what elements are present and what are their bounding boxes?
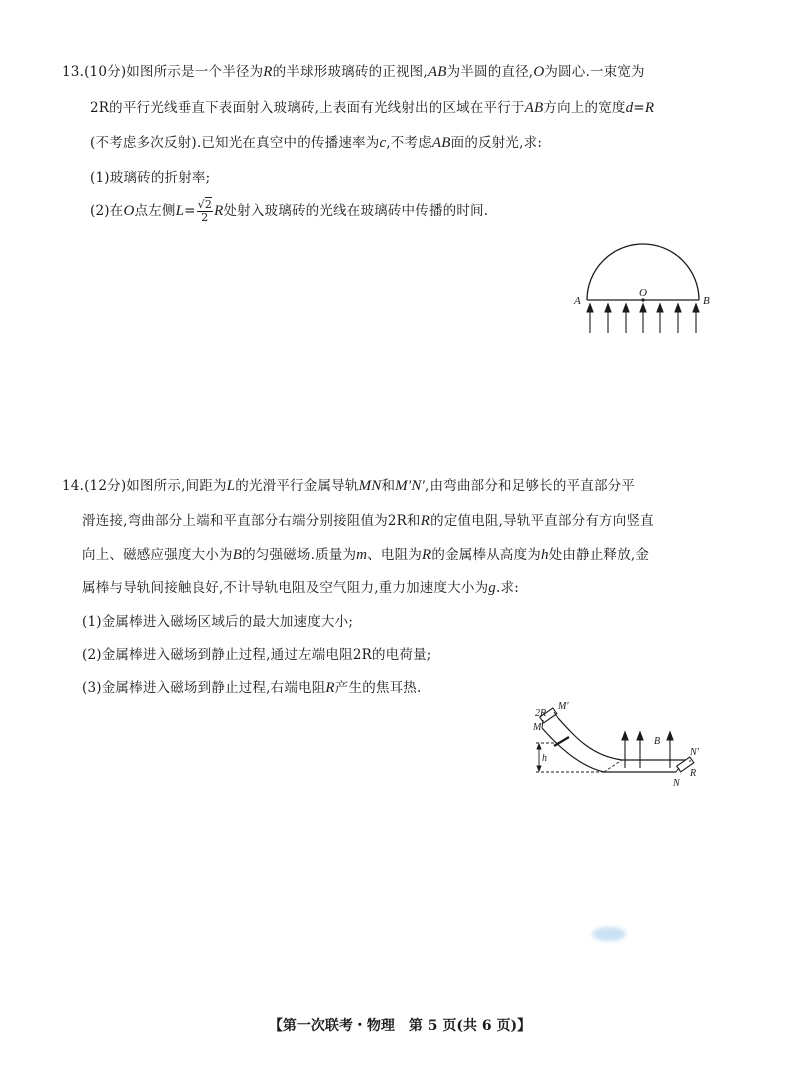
var-O: O: [123, 203, 135, 219]
q14-text: 的定值电阻,导轨平直部分有方向竖直: [430, 513, 654, 529]
q14-line-3: [82, 543, 649, 564]
q13-text: 方向上的宽度: [543, 100, 626, 116]
q14-text: 的光滑平行金属导轨: [235, 478, 359, 494]
fraction-numerator: 2: [204, 198, 213, 211]
label-h: h: [542, 753, 547, 764]
var-AB: AB: [431, 135, 451, 151]
label-N: N: [673, 778, 680, 789]
fraction-sqrt2-over-2: [197, 199, 213, 224]
label-A: A: [574, 295, 581, 307]
label-Mp: M′: [558, 701, 569, 712]
figure-rails: [530, 700, 710, 792]
q13-text: 处射入玻璃砖的光线在玻璃砖中传播的时间.: [223, 203, 489, 219]
q13-line-3: [90, 131, 542, 152]
figure-hemisphere: [570, 230, 720, 340]
q14-text: 处由静止释放,金: [548, 547, 650, 563]
q14-text: ,由弯曲部分和足够长的平直部分平: [425, 478, 636, 494]
q14-text: 的金属棒从高度为: [431, 547, 542, 563]
q14-text: .求:: [496, 580, 519, 596]
var-MpNp: M′N′: [395, 478, 426, 494]
rail-MN: [542, 728, 676, 772]
q14-text: 、电阻为: [367, 547, 423, 563]
equals-sign: =: [184, 203, 196, 219]
var-R: R: [325, 680, 335, 696]
q14-text: 属棒与导轨间接触良好,不计导轨电阻及空气阻力,重力加速度大小为: [82, 580, 489, 596]
q13-text: =: [633, 100, 645, 116]
q14-text: 和: [407, 513, 421, 529]
q14-line-1: [62, 474, 635, 495]
var-h: h: [541, 547, 549, 563]
label-M: M: [533, 722, 542, 733]
dashed-field-boundary: [604, 760, 622, 772]
q14-text: 的电荷量;: [371, 647, 432, 663]
q14-sub-3: [82, 676, 422, 697]
var-R: R: [422, 547, 432, 563]
q13-line-1: [62, 60, 645, 81]
height-indicator: [537, 744, 541, 771]
q13-text: 的半球形玻璃砖的正视图,: [272, 64, 428, 80]
fraction-denominator: 2: [201, 211, 209, 224]
q13-sub-1: (1)玻璃砖的折射率;: [90, 170, 211, 186]
var-AB: AB: [427, 64, 447, 80]
q14-sub-2: [82, 643, 432, 663]
q14-text: (3)金属棒进入磁场到静止过程,右端电阻: [82, 680, 326, 696]
var-d: d: [625, 100, 634, 116]
q14-text: 滑连接,弯曲部分上端和平直部分右端分别接阻值为: [82, 513, 388, 529]
var-2R: 2R: [387, 513, 408, 529]
sqrt-symbol: √: [197, 198, 205, 211]
var-R: R: [214, 203, 224, 219]
label-B: B: [654, 736, 661, 747]
q14-text: 如图所示,间距为: [126, 478, 227, 494]
q13-text: ,不考虑: [386, 135, 432, 151]
incident-light-arrows: [587, 304, 699, 333]
q13-text: 点左侧: [134, 203, 176, 219]
q14-sub-1: (1)金属棒进入磁场区域后的最大加速度大小;: [82, 614, 354, 630]
label-Np: N′: [690, 747, 699, 758]
var-L: L: [175, 203, 185, 219]
q13-points: (10分): [84, 64, 127, 80]
var-2R: 2R: [90, 100, 110, 116]
q13-text: (不考虑多次反射).已知光在真空中的传播速率为: [90, 135, 380, 151]
label-2R: 2R: [535, 708, 547, 719]
q13-sub-2: [90, 199, 488, 224]
ink-smudge: [592, 927, 626, 941]
var-R: R: [263, 64, 273, 80]
q14-text: 的匀强磁场.质量为: [242, 547, 357, 563]
label-B: B: [703, 295, 710, 307]
var-AB: AB: [524, 100, 544, 116]
q13-text: 面的反射光,求:: [450, 135, 543, 151]
label-O: O: [639, 287, 647, 299]
var-2R: 2R: [352, 647, 372, 663]
magnetic-field-arrows: [622, 732, 673, 768]
q14-text: 向上、磁感应强度大小为: [82, 547, 233, 563]
q13-text: 为半圆的直径,: [446, 64, 534, 80]
var-R: R: [420, 513, 431, 529]
var-m: m: [356, 547, 368, 563]
q13-text: (2)在: [90, 203, 124, 219]
var-g: g: [488, 580, 496, 596]
var-R: R: [644, 100, 655, 116]
q14-text: (2)金属棒进入磁场到静止过程,通过左端电阻: [82, 647, 353, 663]
q13-text: 为圆心.一束宽为: [544, 64, 645, 80]
var-B: B: [232, 547, 243, 563]
q14-text: 产生的焦耳热.: [334, 680, 422, 696]
q13-text: 如图所示是一个半径为: [126, 64, 264, 80]
q13-text: 的平行光线垂直下表面射入玻璃砖,上表面有光线射出的区域在平行于: [109, 100, 525, 116]
q14-number: 14.: [62, 478, 85, 494]
var-MN: MN: [358, 478, 382, 494]
q14-text: 和: [381, 478, 396, 494]
q13-number: 13.: [62, 64, 85, 80]
var-L: L: [226, 478, 236, 494]
q14-points: (12分): [84, 478, 127, 494]
var-O: O: [533, 64, 545, 80]
label-R: R: [690, 768, 697, 779]
metal-rod: [554, 737, 569, 746]
q14-line-2: [82, 509, 654, 530]
page-footer: 【第一次联考・物理 第 5 页(共 6 页)】: [268, 1018, 532, 1034]
q14-line-4: [82, 576, 519, 597]
var-c: c: [379, 135, 387, 151]
q13-line-2: [90, 96, 654, 117]
